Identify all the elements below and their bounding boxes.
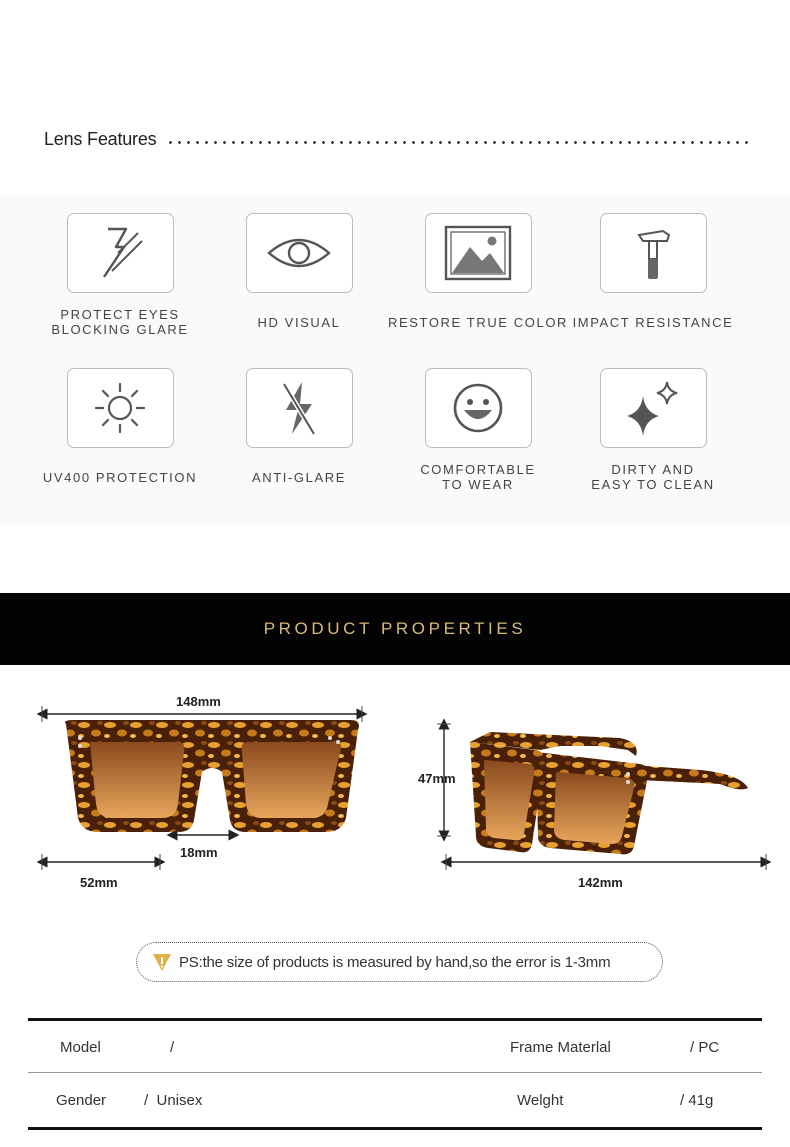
- feature-label: HD VISUAL: [257, 315, 341, 330]
- model-label: Model: [60, 1039, 101, 1056]
- note-text: PS:the size of products is measured by hand,so the error is 1-3mm: [179, 953, 611, 971]
- lens-height-label: 47mm: [418, 771, 456, 786]
- front-glasses: [65, 720, 359, 832]
- feature-impact: [563, 213, 743, 330]
- total-width-label: 148mm: [176, 694, 221, 709]
- bridge-label: 18mm: [180, 845, 218, 860]
- lens-features-title: Lens Features: [44, 128, 157, 149]
- lens-width-label: 52mm: [80, 875, 118, 890]
- hammer-icon: [633, 223, 673, 283]
- feature-label: ANTI-GLARE: [251, 470, 346, 485]
- specs-table: [28, 1018, 762, 1130]
- feature-label: PROTECT EYES BLOCKING GLARE: [51, 307, 189, 337]
- feature-icon-box: [67, 213, 174, 293]
- feature-icon-box: [600, 368, 707, 448]
- feature-icon-box: [425, 368, 532, 448]
- specs-row: [28, 1021, 762, 1073]
- feature-label: UV400 PROTECTION: [42, 470, 198, 485]
- dotted-divider: [166, 141, 754, 144]
- landscape-image-icon: [444, 225, 512, 281]
- sun-icon: [92, 380, 148, 436]
- material-value: / PC: [690, 1039, 720, 1056]
- feature-true-color: [388, 213, 568, 330]
- feature-uv400: [30, 368, 210, 485]
- gender-value: / Unisex: [144, 1092, 203, 1109]
- feature-icon-box: [246, 368, 353, 448]
- sparkle-icon: [623, 378, 683, 438]
- feature-easy-clean: [563, 368, 743, 492]
- gender-label: Gender: [56, 1092, 107, 1109]
- product-properties-banner: [0, 593, 790, 665]
- temple-length-label: 142mm: [578, 875, 623, 890]
- lightning-icon: [90, 223, 150, 283]
- feature-protect-eyes: [30, 213, 210, 337]
- weight-value: / 41g: [680, 1092, 714, 1109]
- model-value: /: [170, 1039, 175, 1056]
- eye-icon: [266, 233, 332, 273]
- feature-label: DIRTY AND EASY TO CLEAN: [591, 462, 715, 492]
- feature-anti-glare: [209, 368, 389, 485]
- dimensions-section: [0, 680, 790, 910]
- weight-label: Welght: [517, 1092, 564, 1109]
- feature-icon-box: [67, 368, 174, 448]
- banner-title: PRODUCT PROPERTIES: [263, 619, 527, 638]
- side-glasses: [470, 732, 748, 854]
- feature-icon-box: [246, 213, 353, 293]
- feature-comfortable: [388, 368, 568, 492]
- feature-label: COMFORTABLE TO WEAR: [420, 462, 536, 492]
- anti-glare-icon: [274, 378, 324, 438]
- specs-row: [28, 1074, 762, 1126]
- feature-icon-box: [425, 213, 532, 293]
- lens-features-header: [44, 127, 754, 151]
- feature-icon-box: [600, 213, 707, 293]
- material-label: Frame Materlal: [510, 1039, 611, 1056]
- feature-label: IMPACT RESISTANCE: [572, 315, 734, 330]
- warning-icon: [151, 951, 173, 973]
- front-view-diagram: [0, 680, 790, 910]
- features-grid: [0, 195, 790, 525]
- smiley-icon: [452, 382, 504, 434]
- feature-hd-visual: [209, 213, 389, 330]
- feature-label: RESTORE TRUE COLOR: [388, 315, 569, 330]
- measurement-note: [136, 942, 663, 982]
